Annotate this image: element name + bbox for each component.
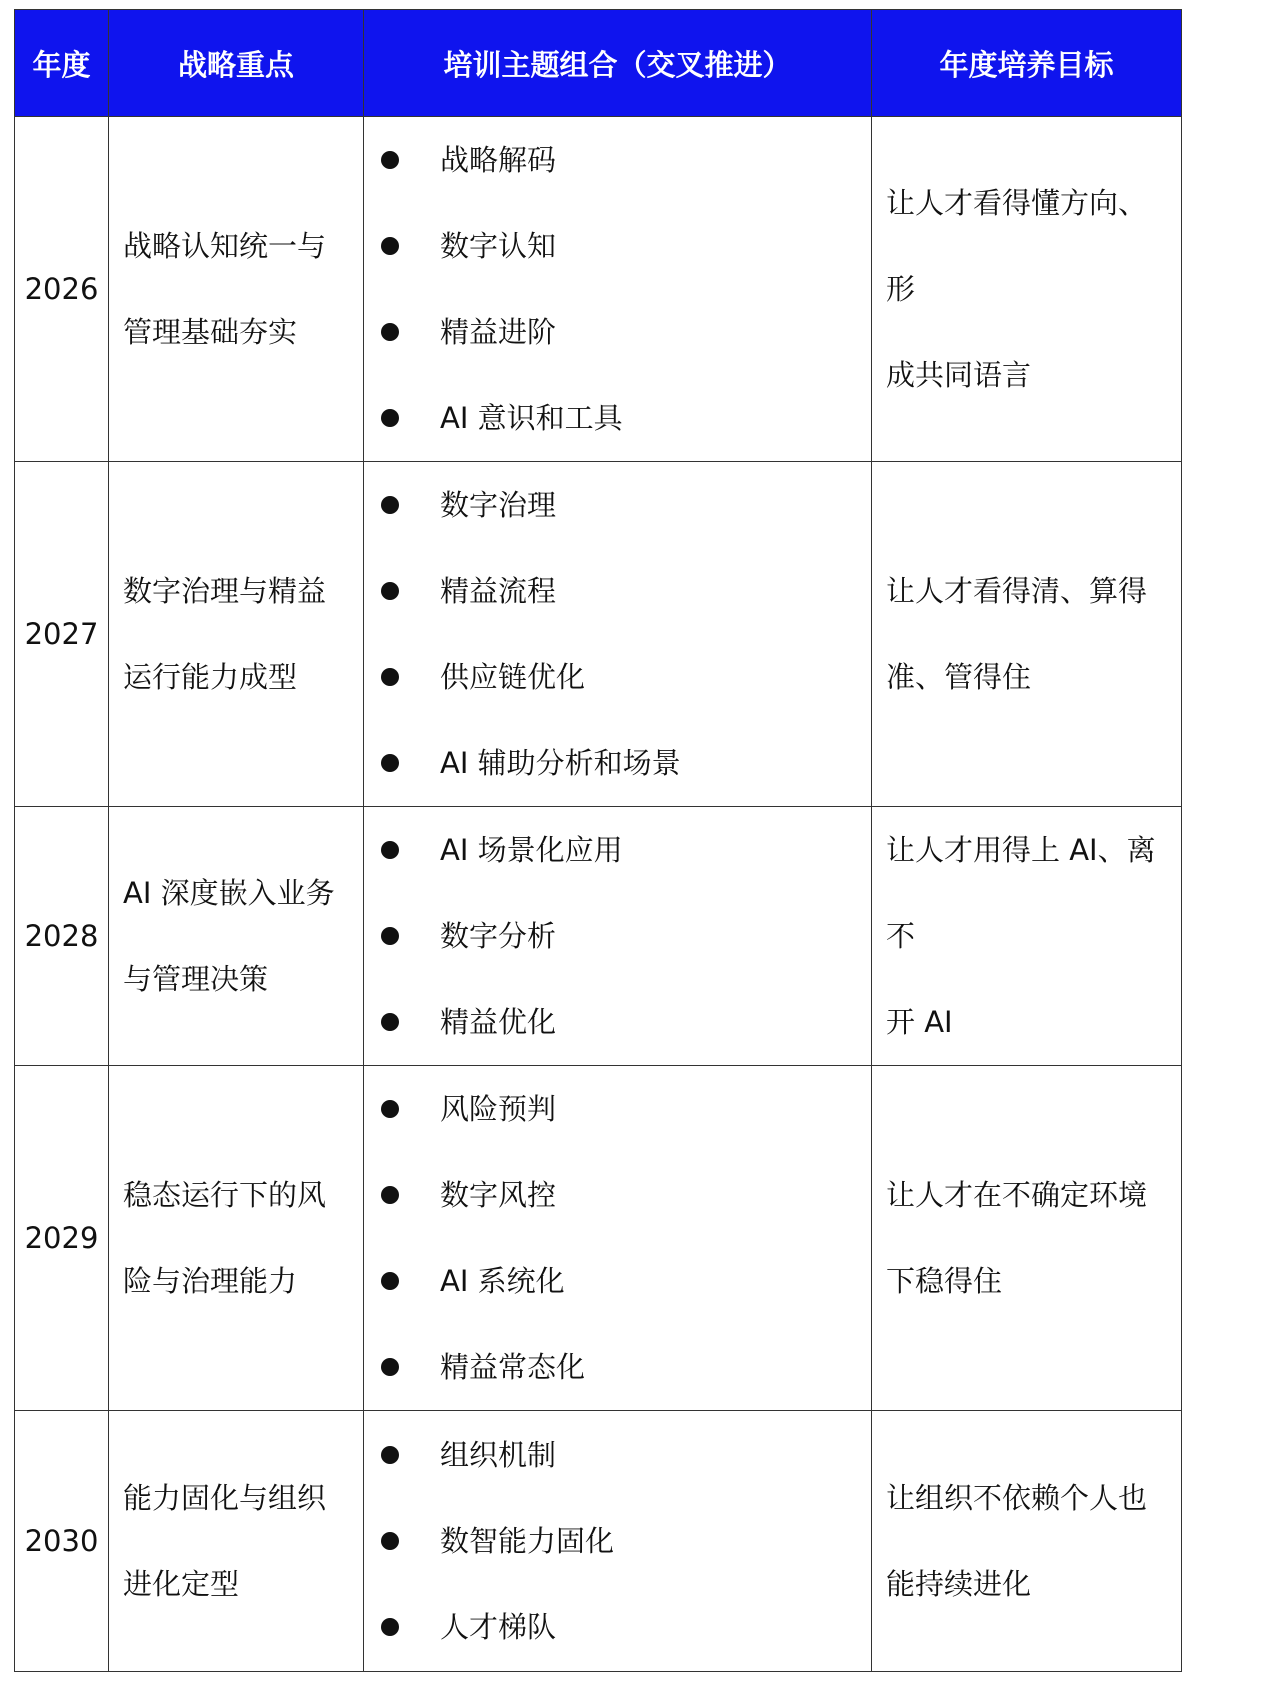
year-cell: 2029 xyxy=(15,1066,109,1411)
list-item xyxy=(364,1324,871,1410)
goal-line: 开 AI xyxy=(886,1005,953,1039)
bullet-icon xyxy=(381,754,399,772)
topic-label: 人才梯队 xyxy=(440,1610,557,1644)
training-plan-table xyxy=(14,9,1182,1672)
bullet-icon xyxy=(381,151,399,169)
topic-label: 数字认知 xyxy=(440,229,557,263)
bullet-icon xyxy=(381,668,399,686)
topic-label: 精益进阶 xyxy=(440,315,557,349)
list-item xyxy=(364,548,871,634)
bullet-icon xyxy=(381,1618,399,1636)
goal-line: 让人才在不确定环境 xyxy=(886,1178,1148,1212)
year-cell: 2030 xyxy=(15,1411,109,1672)
topics-cell xyxy=(364,807,872,1066)
table-row xyxy=(15,117,1182,462)
topic-label: AI 意识和工具 xyxy=(440,401,623,435)
header-strategic-focus: 战略重点 xyxy=(109,10,364,117)
table-row xyxy=(15,807,1182,1066)
topic-label: 数字风控 xyxy=(440,1178,557,1212)
focus-cell xyxy=(109,1066,364,1411)
year-cell: 2027 xyxy=(15,462,109,807)
topic-label: 供应链优化 xyxy=(440,660,586,694)
focus-cell xyxy=(109,117,364,462)
bullet-icon xyxy=(381,323,399,341)
list-item xyxy=(364,1498,871,1584)
header-annual-goal: 年度培养目标 xyxy=(872,10,1182,117)
focus-line: 与管理决策 xyxy=(123,962,269,996)
list-item xyxy=(364,1066,871,1152)
list-item xyxy=(364,720,871,806)
topics-cell xyxy=(364,1411,872,1672)
topics-cell xyxy=(364,462,872,807)
list-item xyxy=(364,1412,871,1498)
table-row xyxy=(15,1066,1182,1411)
list-item xyxy=(364,1584,871,1670)
header-year: 年度 xyxy=(15,10,109,117)
goal-line: 成共同语言 xyxy=(886,358,1032,392)
focus-line: 险与治理能力 xyxy=(123,1264,298,1298)
year-cell: 2028 xyxy=(15,807,109,1066)
topic-label: 风险预判 xyxy=(440,1092,557,1126)
topic-label: AI 辅助分析和场景 xyxy=(440,746,681,780)
topics-cell xyxy=(364,117,872,462)
year-cell: 2026 xyxy=(15,117,109,462)
bullet-icon xyxy=(381,1358,399,1376)
table-header-row xyxy=(15,10,1182,117)
list-item xyxy=(364,1152,871,1238)
list-item xyxy=(364,634,871,720)
goal-cell xyxy=(872,1066,1182,1411)
topic-label: 数字分析 xyxy=(440,919,557,953)
table-row xyxy=(15,1411,1182,1672)
bullet-icon xyxy=(381,409,399,427)
topics-list xyxy=(364,117,871,461)
topics-list xyxy=(364,807,871,1065)
focus-cell xyxy=(109,1411,364,1672)
goal-line: 让人才用得上 AI、离不 xyxy=(886,833,1156,953)
header-training-topics: 培训主题组合（交叉推进） xyxy=(364,10,872,117)
focus-cell xyxy=(109,462,364,807)
topics-list xyxy=(364,462,871,806)
goal-line: 让人才看得清、算得 xyxy=(886,574,1148,608)
list-item xyxy=(364,117,871,203)
topics-list xyxy=(364,1412,871,1670)
training-plan-table-wrap xyxy=(14,9,1182,1672)
list-item xyxy=(364,462,871,548)
bullet-icon xyxy=(381,582,399,600)
topic-label: AI 场景化应用 xyxy=(440,833,623,867)
list-item xyxy=(364,807,871,893)
bullet-icon xyxy=(381,496,399,514)
bullet-icon xyxy=(381,1013,399,1031)
goal-line: 能持续进化 xyxy=(886,1567,1032,1601)
goal-cell xyxy=(872,1411,1182,1672)
list-item xyxy=(364,979,871,1065)
bullet-icon xyxy=(381,1272,399,1290)
focus-line: 稳态运行下的风 xyxy=(123,1178,327,1212)
bullet-icon xyxy=(381,1186,399,1204)
goal-line: 准、管得住 xyxy=(886,660,1032,694)
bullet-icon xyxy=(381,927,399,945)
goal-cell xyxy=(872,807,1182,1066)
focus-line: 能力固化与组织 xyxy=(123,1481,327,1515)
topic-label: 精益流程 xyxy=(440,574,557,608)
focus-line: 进化定型 xyxy=(123,1567,240,1601)
topics-cell xyxy=(364,1066,872,1411)
topic-label: 组织机制 xyxy=(440,1438,557,1472)
focus-line: AI 深度嵌入业务 xyxy=(123,876,335,910)
list-item xyxy=(364,203,871,289)
bullet-icon xyxy=(381,1532,399,1550)
list-item xyxy=(364,893,871,979)
goal-line: 让人才看得懂方向、形 xyxy=(886,186,1148,306)
focus-cell xyxy=(109,807,364,1066)
topic-label: 精益优化 xyxy=(440,1005,557,1039)
topic-label: 数智能力固化 xyxy=(440,1524,615,1558)
focus-line: 管理基础夯实 xyxy=(123,315,298,349)
table-row xyxy=(15,462,1182,807)
goal-cell xyxy=(872,462,1182,807)
focus-line: 运行能力成型 xyxy=(123,660,298,694)
list-item xyxy=(364,289,871,375)
bullet-icon xyxy=(381,1100,399,1118)
list-item xyxy=(364,1238,871,1324)
topic-label: AI 系统化 xyxy=(440,1264,565,1298)
topics-list xyxy=(364,1066,871,1410)
topic-label: 精益常态化 xyxy=(440,1350,586,1384)
list-item xyxy=(364,375,871,461)
goal-line: 让组织不依赖个人也 xyxy=(886,1481,1148,1515)
bullet-icon xyxy=(381,237,399,255)
focus-line: 数字治理与精益 xyxy=(123,574,327,608)
topic-label: 数字治理 xyxy=(440,488,557,522)
topic-label: 战略解码 xyxy=(440,143,557,177)
focus-line: 战略认知统一与 xyxy=(123,229,327,263)
goal-line: 下稳得住 xyxy=(886,1264,1003,1298)
bullet-icon xyxy=(381,1446,399,1464)
goal-cell xyxy=(872,117,1182,462)
bullet-icon xyxy=(381,841,399,859)
